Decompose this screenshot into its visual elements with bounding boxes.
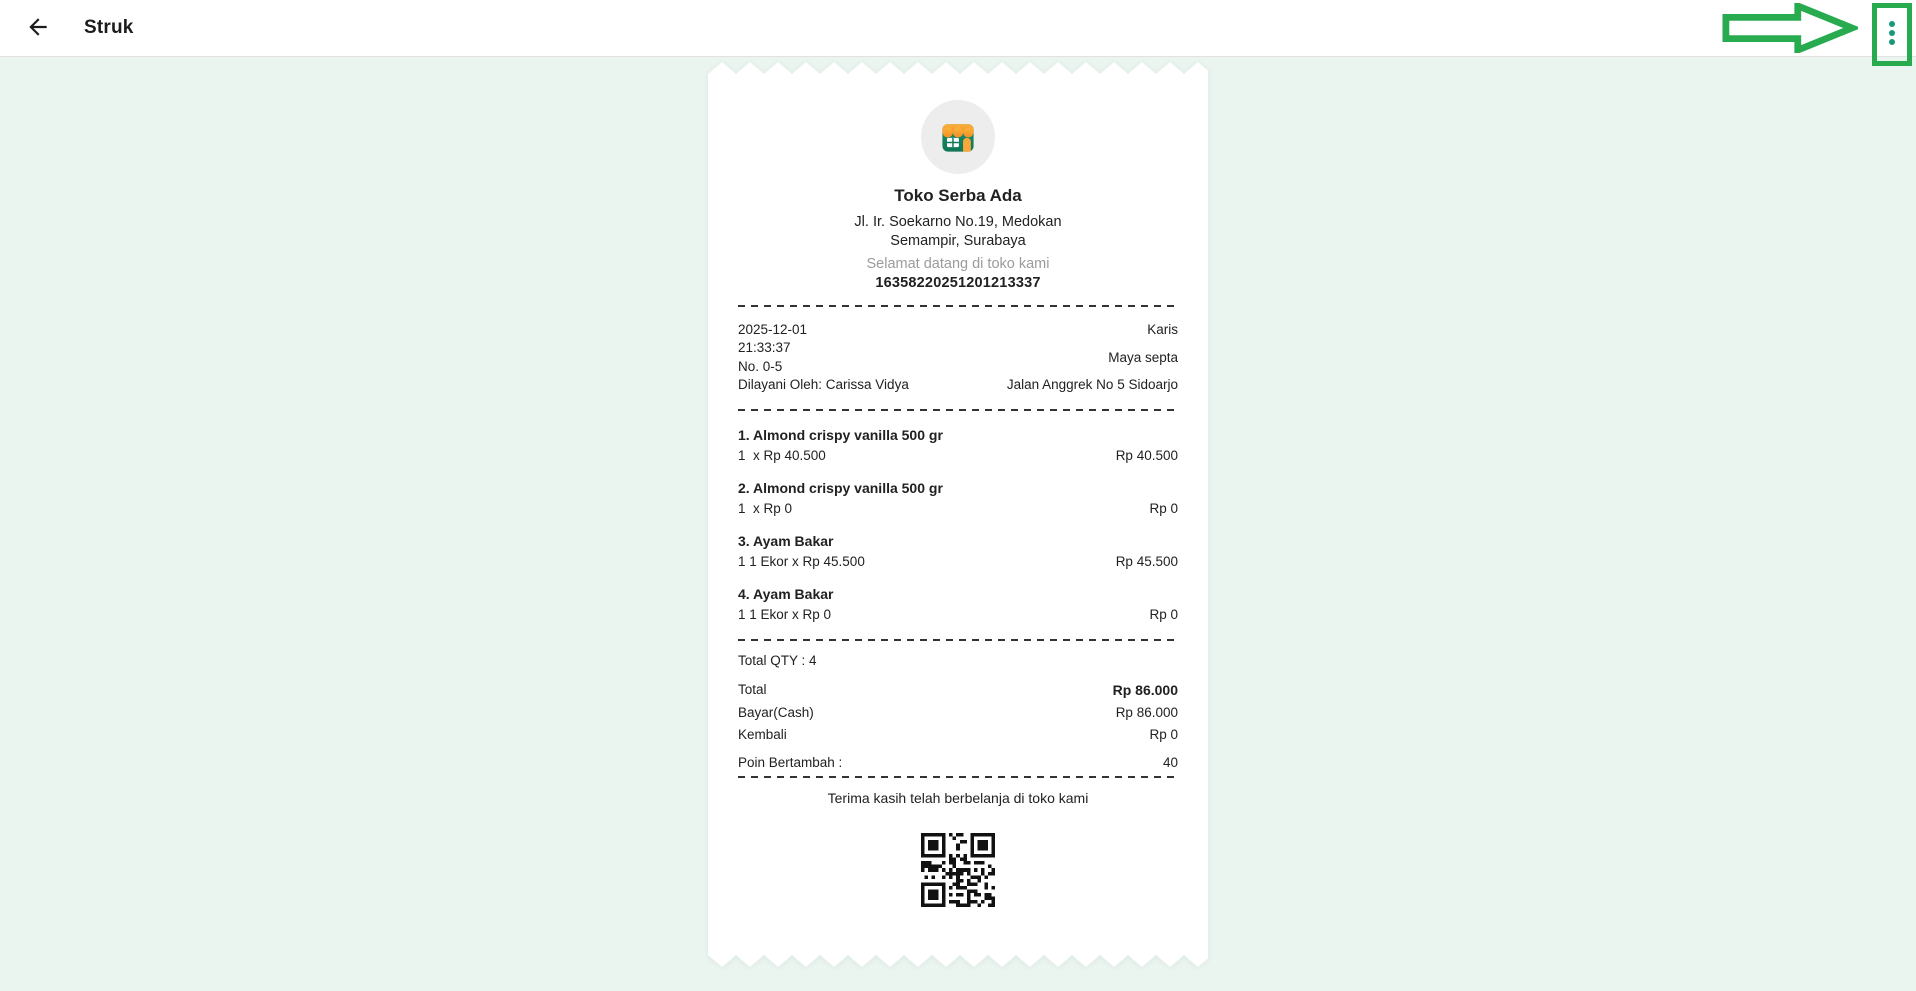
transaction-date: 2025-12-01	[738, 321, 808, 337]
store-logo	[921, 100, 995, 174]
summary-value: Rp 86.000	[1112, 682, 1178, 699]
customer-name-2: Maya septa	[1108, 349, 1178, 365]
item-title: 1. Almond crispy vanilla 500 gr	[738, 427, 943, 444]
customer-name: Karis	[1147, 321, 1178, 337]
back-arrow-icon	[25, 14, 51, 43]
receipt-item	[738, 586, 1178, 622]
summary-label: Total	[738, 682, 767, 698]
item-title: 4. Ayam Bakar	[738, 586, 834, 603]
customer-address: Jalan Anggrek No 5 Sidoarjo	[1006, 377, 1178, 393]
item-amount: Rp 0	[1149, 501, 1178, 517]
store-welcome-message: Selamat datang di toko kami	[866, 255, 1050, 272]
summary-label: Bayar(Cash)	[738, 705, 814, 721]
item-qty-price: 1 1 Ekor x Rp 45.500	[738, 554, 865, 570]
item-line	[738, 501, 1178, 516]
summary-value: Rp 86.000	[1115, 705, 1178, 721]
receipt-torn-edge-top	[708, 62, 1208, 74]
points-row	[738, 755, 1178, 770]
receipt-item	[738, 480, 1178, 516]
item-line	[738, 448, 1178, 463]
dashed-divider	[738, 639, 1178, 641]
back-button[interactable]	[18, 8, 58, 48]
store-address	[738, 213, 1178, 252]
transaction-time: 21:33:37	[738, 340, 791, 356]
item-qty-price: 1 1 Ekor x Rp 0	[738, 607, 832, 623]
summary-row-change	[738, 727, 1178, 742]
total-qty: Total QTY : 4	[738, 653, 817, 669]
item-amount: Rp 0	[1149, 607, 1178, 623]
customer-details	[1007, 321, 1178, 396]
more-options-button[interactable]	[1876, 15, 1908, 51]
points-label: Poin Bertambah :	[738, 755, 843, 771]
summary-value: Rp 0	[1149, 727, 1178, 743]
item-qty-price: 1 x Rp 0	[738, 501, 793, 517]
summary-section	[738, 653, 1178, 770]
served-by: Dilayani Oleh: Carissa Vidya	[738, 377, 909, 393]
dashed-divider	[738, 409, 1178, 411]
summary-label: Kembali	[738, 727, 787, 743]
item-qty-price: 1 x Rp 40.500	[738, 448, 826, 464]
item-title: 3. Ayam Bakar	[738, 533, 834, 550]
item-line	[738, 554, 1178, 569]
transaction-details	[738, 319, 1178, 396]
receipt-number: 16358220251201213337	[875, 274, 1041, 291]
store-address-line1: Jl. Ir. Soekarno No.19, Medokan	[854, 214, 1062, 230]
item-amount: Rp 40.500	[1115, 448, 1178, 464]
receipt-card	[708, 62, 1208, 967]
storefront-icon	[936, 115, 980, 159]
item-list	[738, 423, 1178, 622]
page-title: Struk	[84, 17, 134, 38]
summary-row-paid	[738, 705, 1178, 720]
item-title: 2. Almond crispy vanilla 500 gr	[738, 480, 943, 497]
dashed-divider	[738, 776, 1178, 778]
store-address-line2: Semampir, Surabaya	[890, 233, 1026, 250]
receipt-torn-edge-bottom	[708, 955, 1208, 967]
qr-code	[921, 833, 995, 907]
content-area	[0, 62, 1916, 967]
kebab-menu-icon	[1889, 21, 1895, 45]
transaction-number: No. 0-5	[738, 358, 783, 374]
thank-you-message: Terima kasih telah berbelanja di toko kami	[827, 790, 1089, 807]
receipt-item	[738, 533, 1178, 569]
receipt-item	[738, 427, 1178, 463]
item-line	[738, 607, 1178, 622]
item-amount: Rp 45.500	[1115, 554, 1178, 570]
dashed-divider	[738, 305, 1178, 307]
summary-row-total	[738, 682, 1178, 698]
top-app-bar	[0, 0, 1916, 57]
transaction-details-left	[738, 321, 909, 396]
store-name: Toko Serba Ada	[894, 186, 1022, 205]
receipt-body	[708, 74, 1208, 955]
points-value: 40	[1162, 755, 1178, 771]
